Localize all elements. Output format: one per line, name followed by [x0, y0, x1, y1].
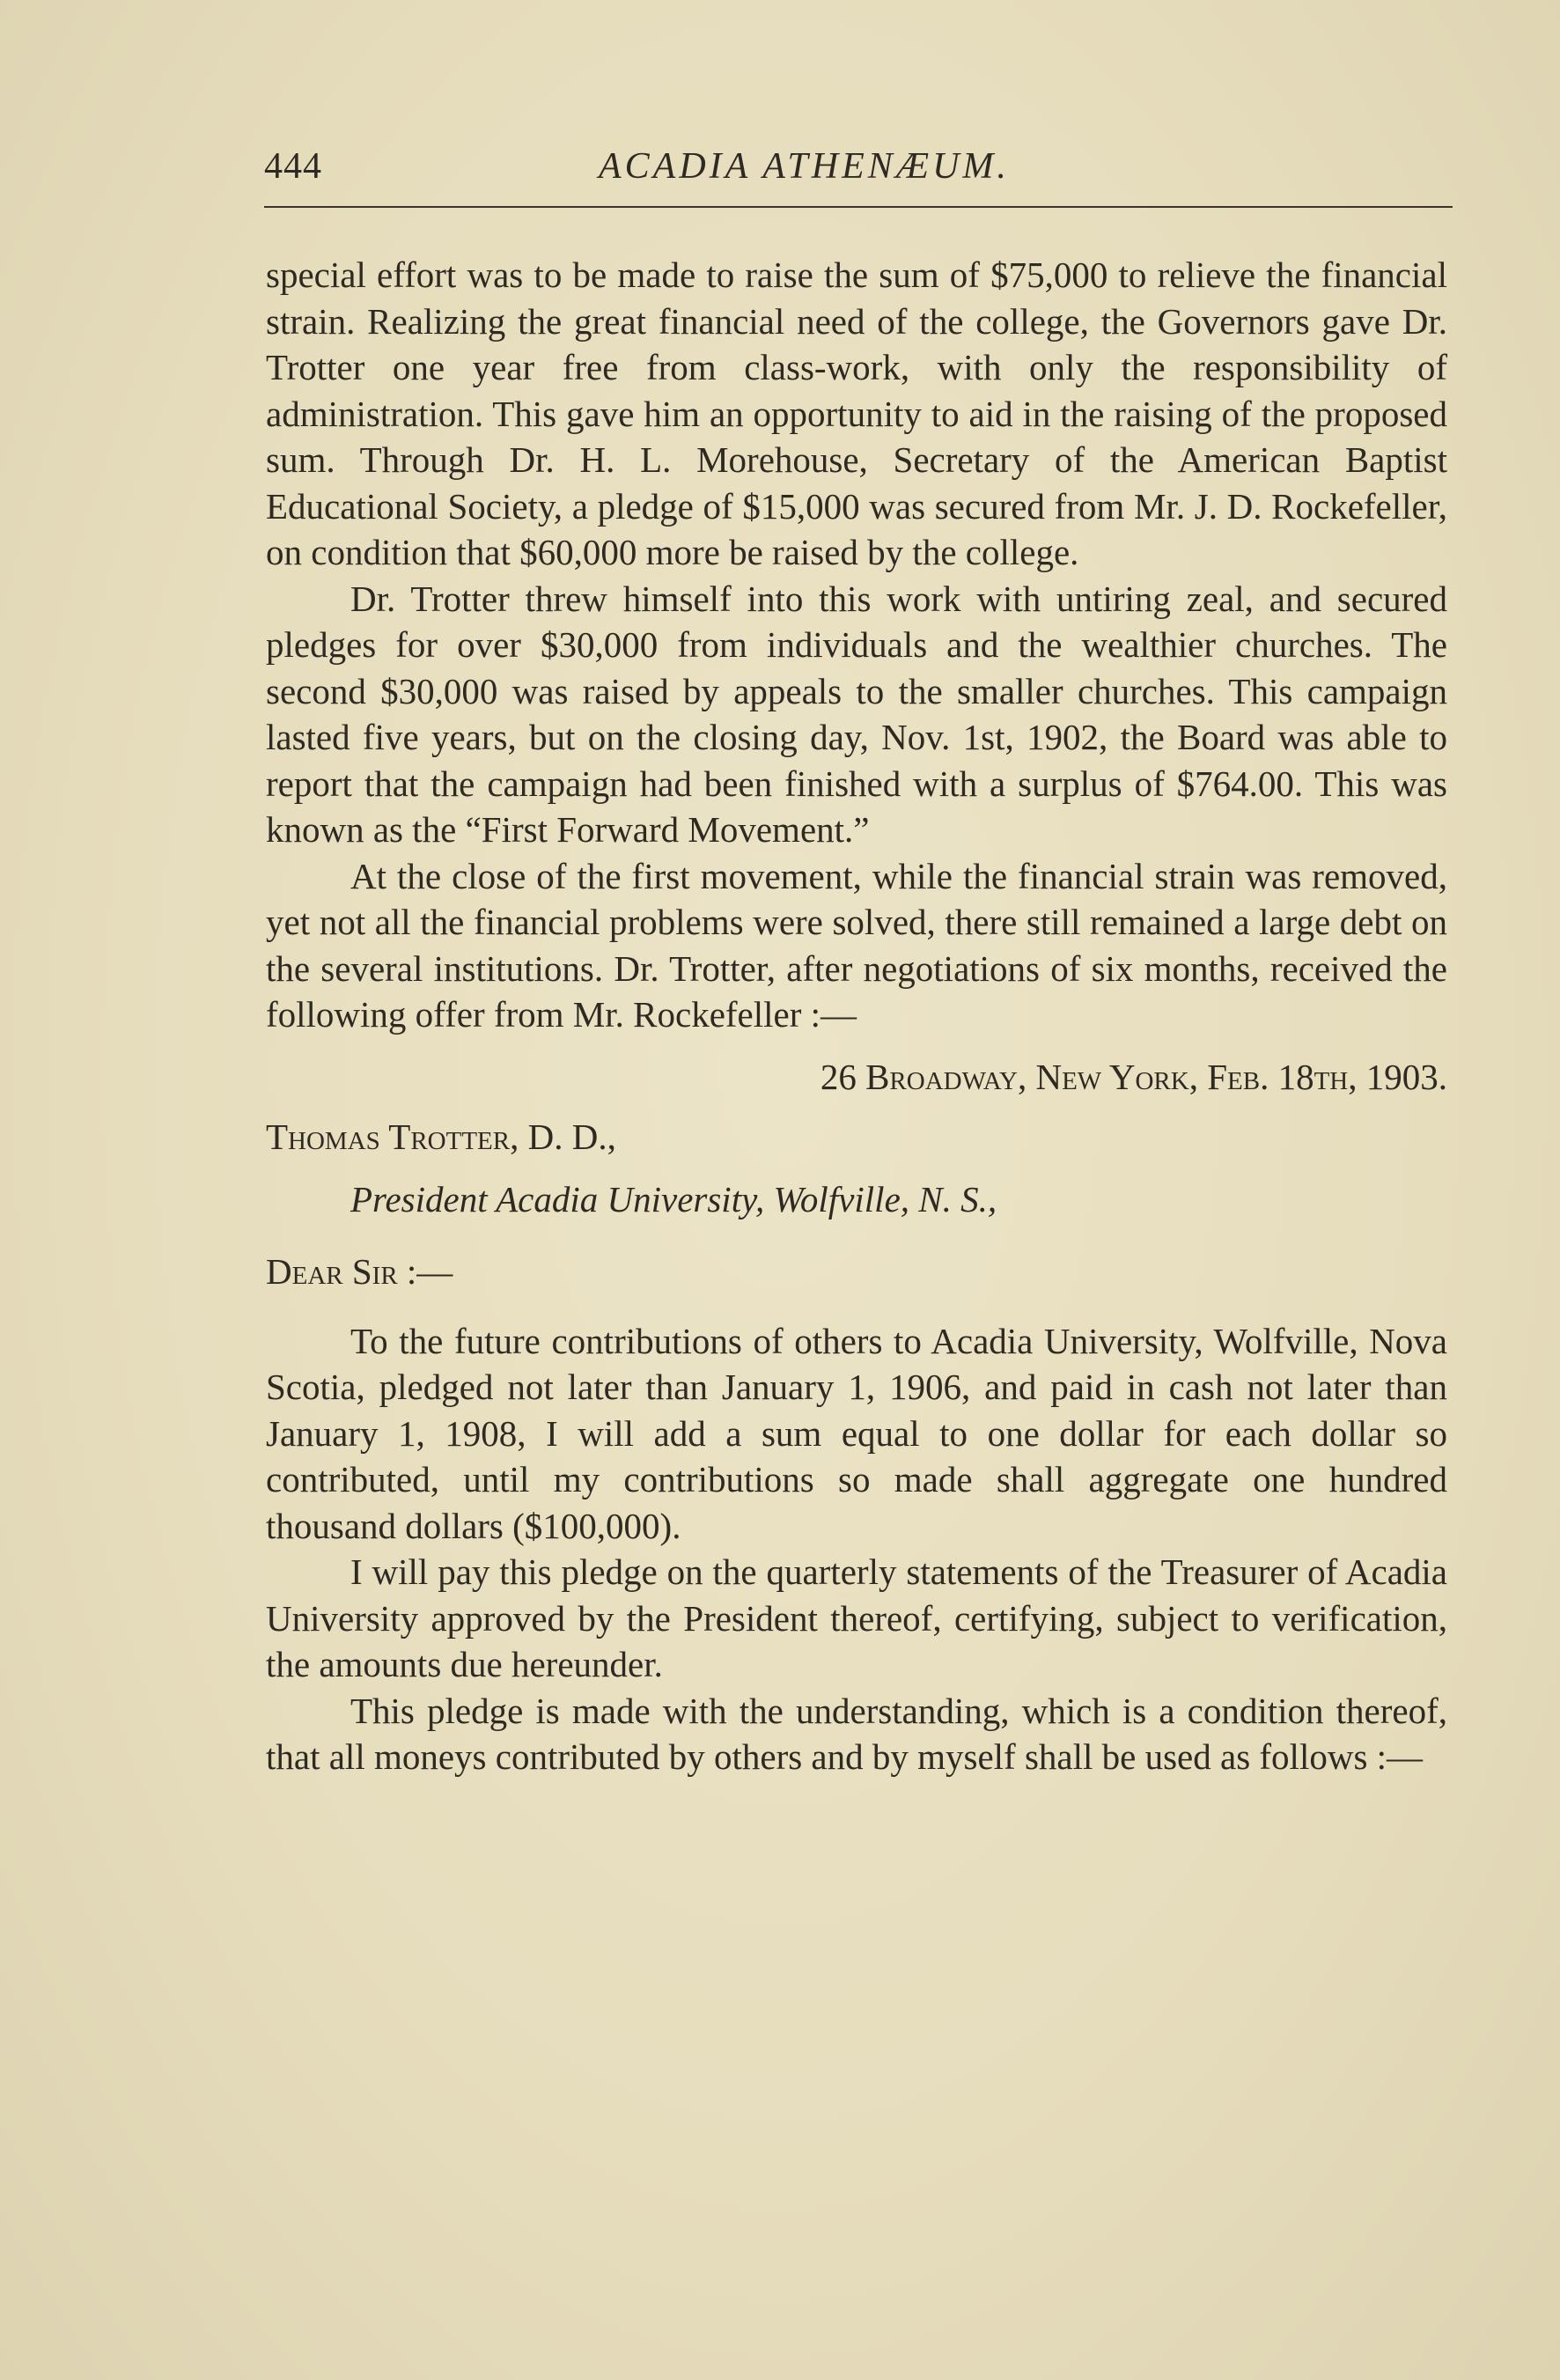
- paragraph-1: special effort was to be made to raise the sum of $75,000 to relieve the financial strain. Realizing the great financial need of the college, the Governors gave Dr. Trotter one year free from class-work, with only the responsibility of administration. This gave him an opportunity to aid in the raising of the proposed sum. Through Dr. H. L. Morehouse, Secretary of the American Baptist Educational Society, a pledge of $15,000 was secured from Mr. J. D. Rockefeller, on condition that $60,000 more be raised by the college.: [266, 254, 1447, 572]
- letter-paragraph-3: This pledge is made with the understanding, which is a condition thereof, that all moneys contributed by others and by myself shall be used as follows :—: [266, 1690, 1447, 1777]
- paragraph-2: Dr. Trotter threw himself into this work with untiring zeal, and secured pledges for over $30,000 from individuals and the wealthier churches. The second $30,000 was raised by appeals to the smaller churches. This campaign lasted five years, but on the closing day, Nov. 1st, 1902, the Board was able to report that the campaign had been finished with a surplus of $764.00. This was known as the “First Forward Movement.”: [266, 578, 1447, 850]
- letter-paragraph-2: I will pay this pledge on the quarterly statements of the Treasurer of Acadia University approved by the President thereof, certifying, subject to verification, the amounts due hereunder.: [266, 1551, 1447, 1684]
- paragraph-3: At the close of the first movement, while the financial strain was removed, yet not all the financial problems were solved, there still remained a large debt on the several institutions. Dr. Trotter, after negotiations of six months, received the following offer from Mr. Rockefeller :—: [266, 855, 1447, 1035]
- page-body: [266, 252, 1447, 1780]
- header-rule: [264, 206, 1453, 208]
- letter-salutation: Dear Sir :—: [266, 1251, 453, 1292]
- letter-paragraph-1: To the future contributions of others to Acadia University, Wolfville, Nova Scotia, pledged not later than January 1, 1906, and paid in cash not later than January 1, 1908, I will add a sum equal to one dollar for each dollar so contributed, until my contributions so made shall aggregate one hundred thousand dollars ($100,000).: [266, 1320, 1447, 1546]
- letter-dateline: 26 Broadway, New York, Feb. 18th, 1903.: [820, 1056, 1447, 1097]
- page-number: 444: [264, 146, 322, 187]
- page-header: [264, 145, 1453, 202]
- running-title: ACADIA ATHENÆUM.: [599, 146, 1010, 187]
- letter-addressee-title: President Acadia University, Wolfville, N. S.,: [350, 1178, 997, 1219]
- letter-addressee: Thomas Trotter, D. D.,: [266, 1116, 616, 1157]
